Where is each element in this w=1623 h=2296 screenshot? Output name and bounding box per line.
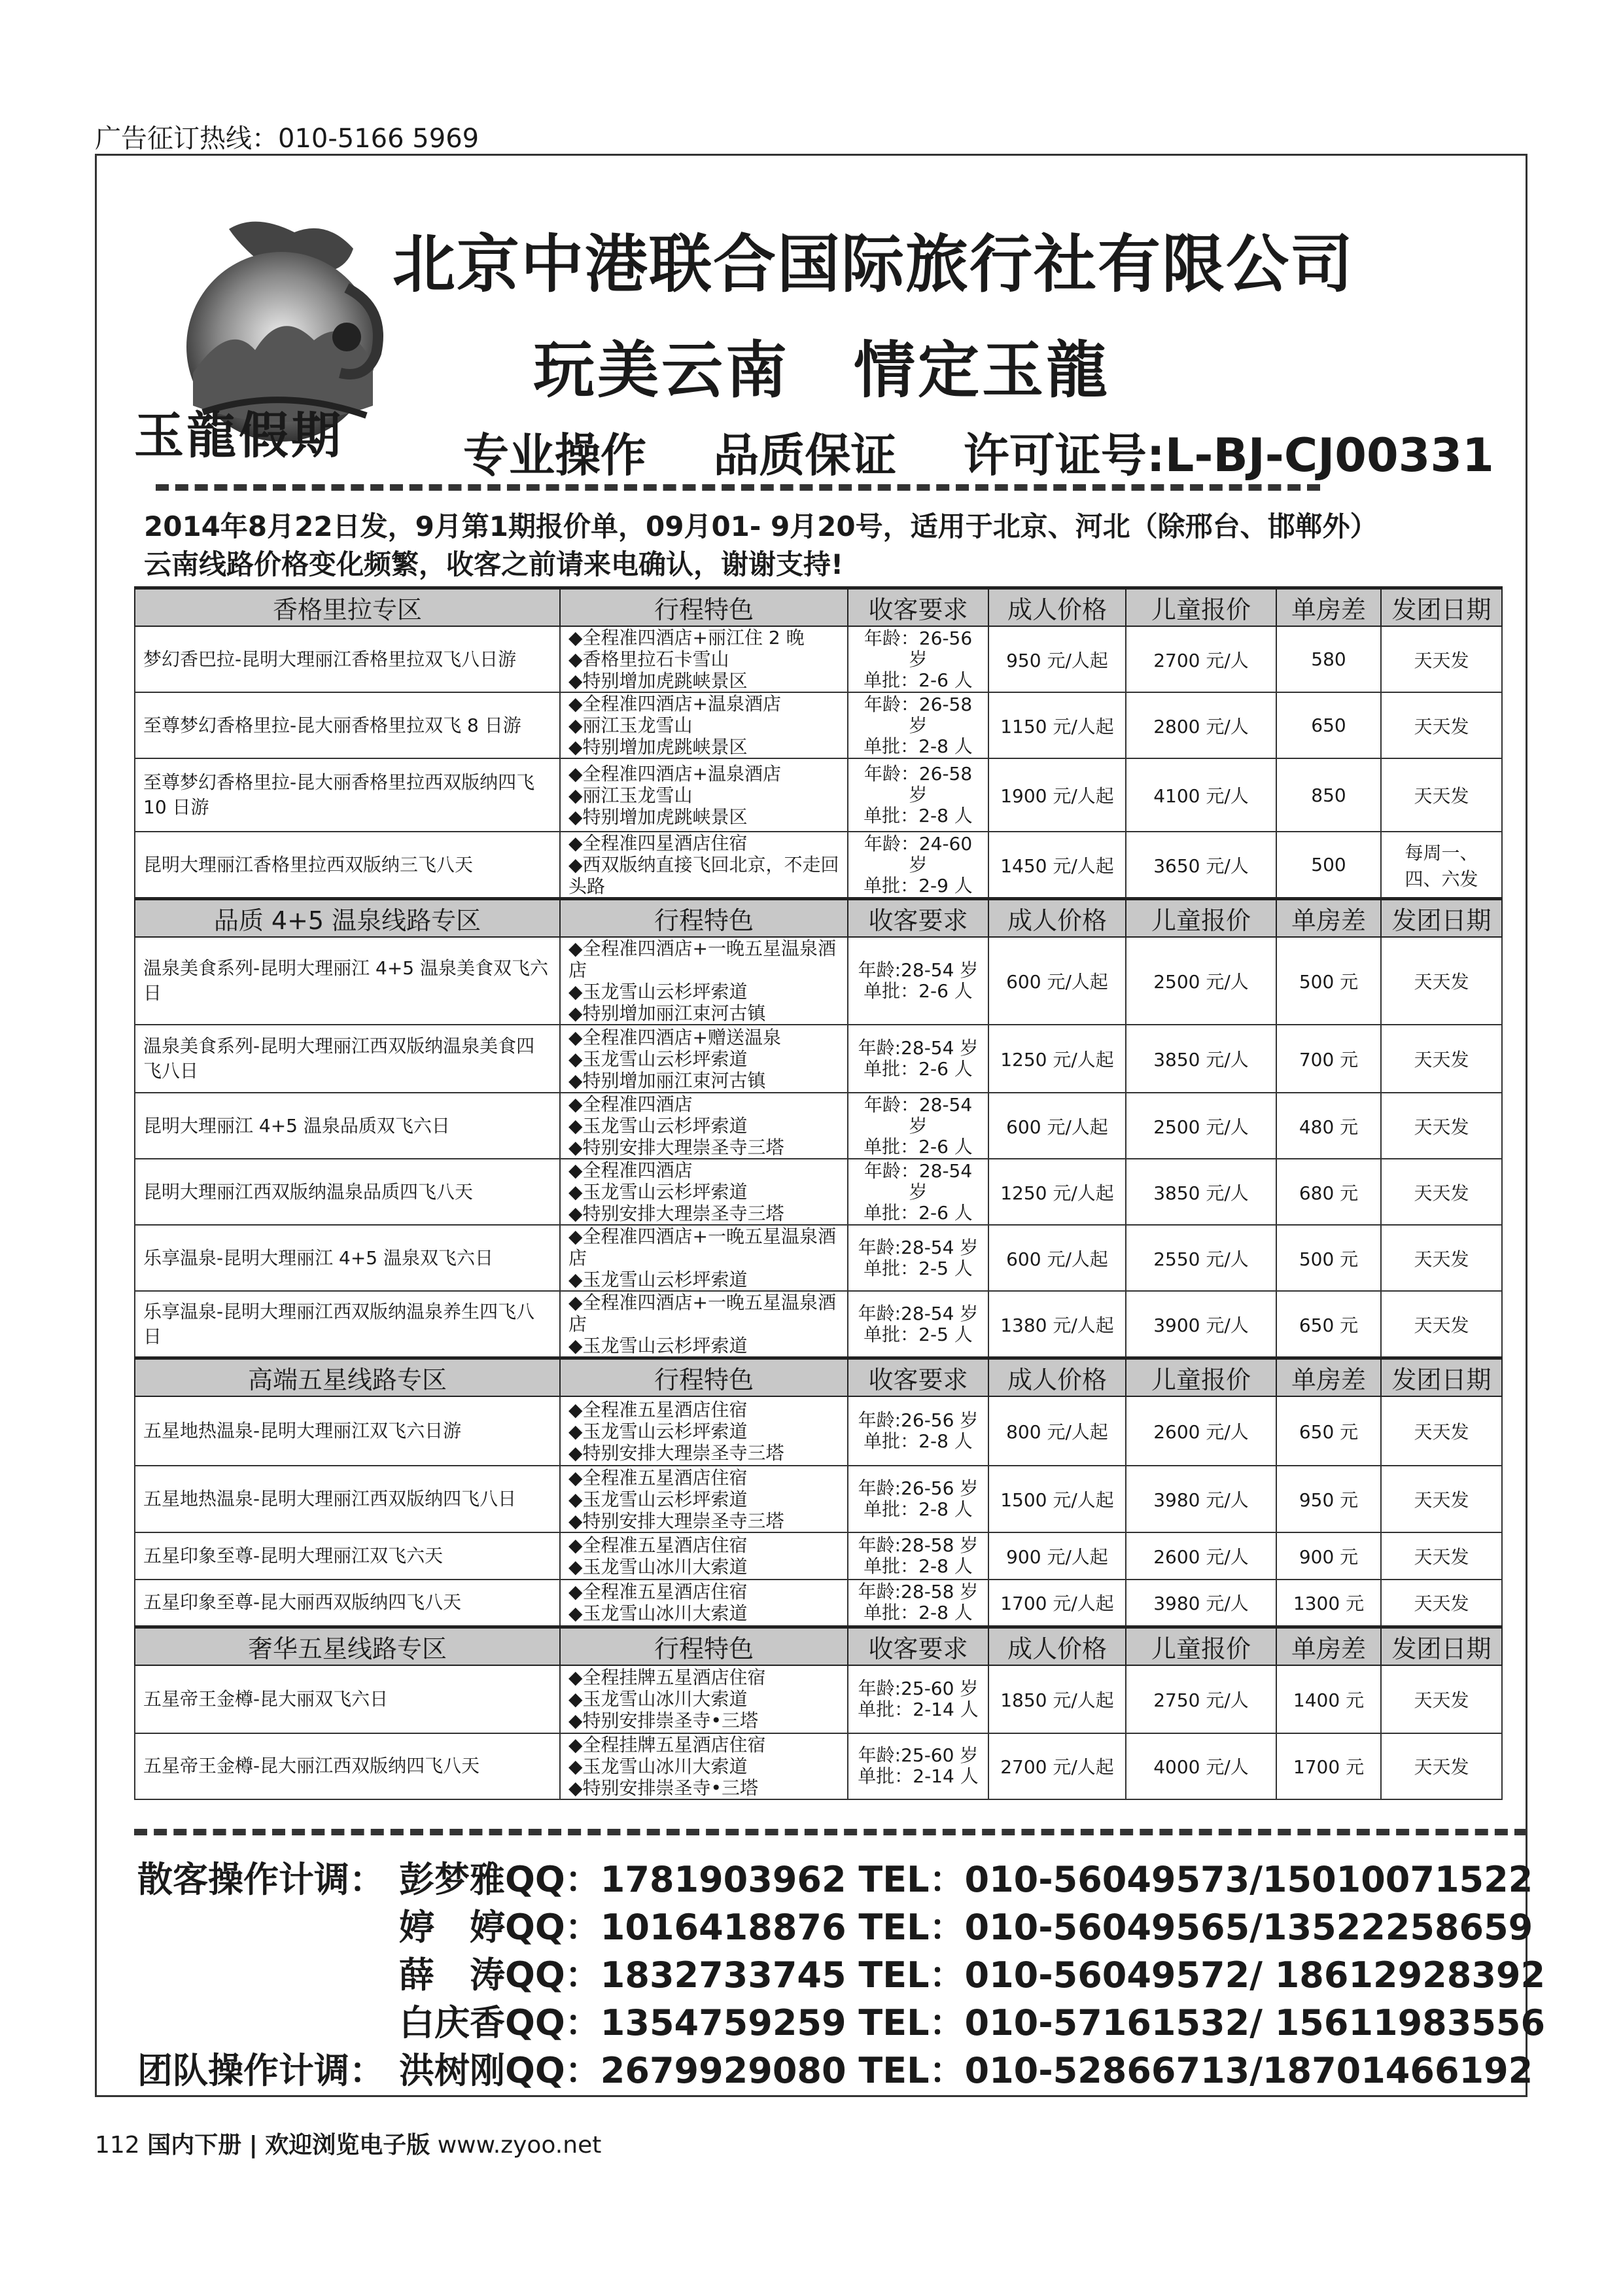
column-header-requirements: 收客要求: [848, 899, 988, 938]
column-header-child-price: 儿童报价: [1126, 1627, 1276, 1665]
feature-item: ◆玉龙雪山云杉坪索道: [568, 1488, 748, 1510]
footer-url[interactable]: www.zyoo.net: [437, 2132, 602, 2159]
contact-qq: QQ：2679929080: [505, 2050, 846, 2091]
age-range: 年龄：28-54 岁: [864, 1159, 973, 1203]
child-price: 2550 元/人: [1126, 1225, 1276, 1291]
group-size: 单批：2-6 人: [864, 1201, 973, 1224]
age-range: 年龄：26-56 岁: [864, 627, 973, 670]
age-range: 年龄:25-60 岁: [858, 1744, 979, 1766]
single-supplement: 850: [1276, 758, 1381, 832]
departure-date: 天天发: [1381, 1733, 1502, 1799]
feature-item: ◆特别安排崇圣寺•三塔: [568, 1776, 759, 1799]
single-supplement: 580: [1276, 626, 1381, 692]
feature-item: ◆丽江玉龙雪山: [568, 784, 693, 806]
single-supplement: 700 元: [1276, 1025, 1381, 1093]
contact-name: 薛 涛: [399, 1954, 505, 1996]
feature-item: ◆特别增加虎跳峡景区: [568, 736, 748, 758]
feature-item: ◆特别增加丽江束河古镇: [568, 1002, 766, 1024]
feature-item: ◆西双版纳直接飞回北京，不走回头路: [568, 854, 839, 897]
contact-name: 婷 婷: [399, 1907, 505, 1948]
feature-item: ◆特别安排崇圣寺•三塔: [568, 1710, 759, 1731]
route-name: 五星地热温泉-昆明大理丽江双飞六日游: [135, 1396, 560, 1466]
route-features: [560, 1159, 848, 1225]
single-supplement: 500 元: [1276, 1225, 1381, 1291]
child-price: 2600 元/人: [1126, 1532, 1276, 1580]
age-range: 年龄：26-58 岁: [864, 693, 973, 736]
notice-line-2: 云南线路价格变化频繁，收客之前请来电确认，谢谢支持!: [144, 548, 844, 580]
route-features: [560, 1025, 848, 1093]
column-header-single-supplement: 单房差: [1276, 1358, 1381, 1397]
child-price: 4000 元/人: [1126, 1733, 1276, 1799]
column-header-adult-price: 成人价格: [988, 588, 1126, 627]
column-header-departure: 发团日期: [1381, 899, 1502, 938]
adult-price: 1250 元/人起: [988, 1159, 1126, 1225]
footer-section: 国内下册: [147, 2132, 242, 2159]
age-range: 年龄:26-56 岁: [858, 1477, 979, 1499]
contact-name: 洪树刚: [399, 2050, 505, 2091]
contact-qq: QQ：1016418876: [505, 1907, 846, 1948]
table-row: [135, 1396, 1502, 1466]
requirements: [848, 1466, 988, 1532]
route-name: 昆明大理丽江西双版纳温泉品质四飞八天: [135, 1159, 560, 1225]
contact-name: 彭梦雅: [399, 1859, 505, 1900]
table-row: [135, 1665, 1502, 1733]
route-name: 乐享温泉-昆明大理丽江 4+5 温泉双飞六日: [135, 1225, 560, 1291]
table-row: [135, 1532, 1502, 1580]
column-header-features: 行程特色: [560, 899, 848, 938]
route-features: [560, 692, 848, 758]
table-row: [135, 1093, 1502, 1159]
single-supplement: 500: [1276, 832, 1381, 899]
single-supplement: 650: [1276, 692, 1381, 758]
feature-item: ◆玉龙雪山云杉坪索道: [568, 981, 748, 1002]
single-supplement: 950 元: [1276, 1466, 1381, 1532]
requirements: [848, 832, 988, 899]
contact-tel: TEL：010-56049565/13522258659: [858, 1907, 1533, 1948]
departure-date: 天天发: [1381, 758, 1502, 832]
single-supplement: 1700 元: [1276, 1733, 1381, 1799]
requirements: [848, 937, 988, 1025]
child-price: 3850 元/人: [1126, 1025, 1276, 1093]
contact-tel: TEL：010-56049573/15010071522: [858, 1859, 1533, 1900]
feature-item: ◆全程准四酒店: [568, 1159, 693, 1181]
route-features: [560, 626, 848, 692]
adult-price: 1500 元/人起: [988, 1466, 1126, 1532]
group-size: 单批：2-6 人: [864, 669, 973, 691]
notice-line-1: 2014年8月22日发，9月第1期报价单，09月01- 9月20号，适用于北京、河北（除邢台、邯郸外）: [144, 510, 1378, 542]
requirements: [848, 1532, 988, 1580]
feature-item: ◆全程准四酒店+温泉酒店: [568, 693, 781, 715]
feature-item: ◆丽江玉龙雪山: [568, 715, 693, 736]
feature-item: ◆玉龙雪山冰川大索道: [568, 1688, 748, 1710]
group-size: 单批：2-8 人: [864, 735, 973, 757]
single-supplement: 1400 元: [1276, 1665, 1381, 1733]
route-features: [560, 1580, 848, 1627]
table-row: [135, 937, 1502, 1025]
departure-date: 天天发: [1381, 1580, 1502, 1627]
feature-item: ◆全程准四酒店+丽江住 2 晚: [568, 627, 805, 648]
requirements: [848, 1291, 988, 1358]
single-supplement: 1300 元: [1276, 1580, 1381, 1627]
group-contact: [399, 2043, 1533, 2093]
feature-item: ◆全程准四星酒店住宿: [568, 832, 748, 854]
table-row: [135, 1291, 1502, 1358]
age-range: 年龄：24-60 岁: [864, 832, 973, 875]
group-ops-label: 团队操作计调：: [137, 2050, 385, 2091]
single-supplement: 680 元: [1276, 1159, 1381, 1225]
adult-price: 1150 元/人起: [988, 692, 1126, 758]
departure-date: 天天发: [1381, 1396, 1502, 1466]
feature-item: ◆特别安排大理崇圣寺三塔: [568, 1510, 784, 1532]
group-size: 单批：2-14 人: [858, 1698, 979, 1720]
adult-price: 950 元/人起: [988, 626, 1126, 692]
child-price: 3980 元/人: [1126, 1466, 1276, 1532]
feature-item: ◆特别增加丽江束河古镇: [568, 1069, 766, 1091]
contact-qq: QQ：1781903962: [505, 1859, 846, 1900]
group-size: 单批：2-8 人: [864, 1555, 973, 1577]
column-header-departure: 发团日期: [1381, 1358, 1502, 1397]
child-price: 2750 元/人: [1126, 1665, 1276, 1733]
feature-item: ◆全程准四酒店: [568, 1093, 693, 1115]
column-header-adult-price: 成人价格: [988, 899, 1126, 938]
feature-item: ◆玉龙雪山云杉坪索道: [568, 1269, 748, 1290]
column-header-requirements: 收客要求: [848, 1358, 988, 1397]
section-header: [135, 1627, 1502, 1665]
departure-date: 天天发: [1381, 1225, 1502, 1291]
feature-item: ◆全程准四酒店+一晚五星温泉酒店: [568, 938, 836, 981]
departure-date: 天天发: [1381, 1466, 1502, 1532]
requirements: [848, 1159, 988, 1225]
brand-text: 玉龍假期: [134, 406, 343, 465]
age-range: 年龄:28-54 岁: [858, 959, 979, 981]
group-size: 单批：2-9 人: [864, 874, 973, 896]
route-features: [560, 832, 848, 899]
column-header-requirements: 收客要求: [848, 588, 988, 627]
requirements: [848, 626, 988, 692]
route-features: [560, 1733, 848, 1799]
route-features: [560, 937, 848, 1025]
child-price: 3980 元/人: [1126, 1580, 1276, 1627]
ops-line: [463, 419, 1540, 485]
route-features: [560, 1665, 848, 1733]
age-range: 年龄:26-56 岁: [858, 1409, 979, 1431]
contact-name: 白庆香: [399, 2002, 505, 2043]
child-price: 2500 元/人: [1126, 1093, 1276, 1159]
adult-price: 2700 元/人起: [988, 1733, 1126, 1799]
adult-price: 1250 元/人起: [988, 1025, 1126, 1093]
route-name: 至尊梦幻香格里拉-昆大丽香格里拉双飞 8 日游: [135, 692, 560, 758]
feature-item: ◆全程准四酒店+赠送温泉: [568, 1026, 781, 1048]
price-table: [134, 586, 1503, 1800]
contact-row: [399, 1852, 1533, 1902]
contact-tel: TEL：010-52866713/18701466192: [858, 2050, 1533, 2091]
column-header-departure: 发团日期: [1381, 1627, 1502, 1665]
age-range: 年龄：28-54 岁: [864, 1093, 973, 1137]
table-row: [135, 1580, 1502, 1627]
feature-item: ◆玉龙雪山冰川大索道: [568, 1602, 748, 1625]
feature-item: ◆玉龙雪山云杉坪索道: [568, 1420, 748, 1442]
route-name: 五星印象至尊-昆明大理丽江双飞六天: [135, 1532, 560, 1580]
child-price: 2600 元/人: [1126, 1396, 1276, 1466]
requirements: [848, 1093, 988, 1159]
route-features: [560, 758, 848, 832]
section-header: [135, 588, 1502, 627]
route-name: 五星地热温泉-昆明大理丽江西双版纳四飞八日: [135, 1466, 560, 1532]
feature-item: ◆特别安排大理崇圣寺三塔: [568, 1441, 784, 1464]
column-header-features: 行程特色: [560, 1627, 848, 1665]
route-features: [560, 1466, 848, 1532]
group-size: 单批：2-6 人: [864, 1058, 973, 1080]
adult-price: 1700 元/人起: [988, 1580, 1126, 1627]
route-name: 至尊梦幻香格里拉-昆大丽香格里拉西双版纳四飞 10 日游: [135, 758, 560, 832]
child-price: 2700 元/人: [1126, 626, 1276, 692]
table-row: [135, 1733, 1502, 1799]
feature-item: ◆特别安排大理崇圣寺三塔: [568, 1203, 784, 1224]
table-row: [135, 1466, 1502, 1532]
single-supplement: 480 元: [1276, 1093, 1381, 1159]
age-range: 年龄:25-60 岁: [858, 1677, 979, 1699]
contact-tel: TEL：010-57161532/ 15611983556: [858, 2002, 1546, 2043]
section-title: 奢华五星线路专区: [135, 1627, 560, 1665]
departure-date: 每周一、四、六发: [1381, 832, 1502, 899]
column-header-child-price: 儿童报价: [1126, 588, 1276, 627]
departure-date: 天天发: [1381, 937, 1502, 1025]
section-title: 香格里拉专区: [135, 588, 560, 627]
departure-date: 天天发: [1381, 1665, 1502, 1733]
feature-item: ◆特别增加虎跳峡景区: [568, 670, 748, 692]
column-header-features: 行程特色: [560, 588, 848, 627]
footer-separator: |: [249, 2132, 258, 2159]
requirements: [848, 1025, 988, 1093]
adult-price: 600 元/人起: [988, 1225, 1126, 1291]
age-range: 年龄:28-54 岁: [858, 1302, 979, 1324]
child-price: 3900 元/人: [1126, 1291, 1276, 1358]
feature-item: ◆特别安排大理崇圣寺三塔: [568, 1137, 784, 1158]
section-title: 品质 4+5 温泉线路专区: [135, 899, 560, 938]
contact-qq: QQ：1354759259: [505, 2002, 846, 2043]
column-header-single-supplement: 单房差: [1276, 1627, 1381, 1665]
feature-item: ◆玉龙雪山冰川大索道: [568, 1556, 748, 1578]
fit-ops-label: 散客操作计调：: [137, 1859, 385, 1900]
group-size: 单批：2-5 人: [864, 1257, 973, 1279]
group-size: 单批：2-6 人: [864, 1135, 973, 1157]
feature-item: ◆香格里拉石卡雪山: [568, 648, 729, 670]
age-range: 年龄：26-58 岁: [864, 763, 973, 805]
page-footer: [95, 2127, 601, 2160]
single-supplement: 650 元: [1276, 1396, 1381, 1466]
route-name: 五星帝王金樽-昆大丽江西双版纳四飞八天: [135, 1733, 560, 1799]
route-name: 五星印象至尊-昆大丽西双版纳四飞八天: [135, 1580, 560, 1627]
table-row: [135, 1025, 1502, 1093]
table-row: [135, 1159, 1502, 1225]
child-price: 3650 元/人: [1126, 832, 1276, 899]
column-header-single-supplement: 单房差: [1276, 588, 1381, 627]
divider-top: [156, 484, 1320, 491]
column-header-child-price: 儿童报价: [1126, 1358, 1276, 1397]
adult-price: 800 元/人起: [988, 1396, 1126, 1466]
requirements: [848, 1396, 988, 1466]
single-supplement: 500 元: [1276, 937, 1381, 1025]
feature-item: ◆全程准五星酒店住宿: [568, 1534, 748, 1556]
single-supplement: 650 元: [1276, 1291, 1381, 1358]
route-features: [560, 1225, 848, 1291]
age-range: 年龄:28-58 岁: [858, 1581, 979, 1603]
section-header: [135, 899, 1502, 938]
table-row: [135, 832, 1502, 899]
feature-item: ◆全程准五星酒店住宿: [568, 1398, 748, 1421]
feature-item: ◆全程准四酒店+温泉酒店: [568, 762, 781, 785]
column-header-departure: 发团日期: [1381, 588, 1502, 627]
section-header: [135, 1358, 1502, 1397]
table-row: [135, 626, 1502, 692]
feature-item: ◆玉龙雪山云杉坪索道: [568, 1115, 748, 1137]
group-size: 单批：2-6 人: [864, 980, 973, 1002]
ops-item-quality: 品质保证: [713, 429, 897, 482]
requirements: [848, 1580, 988, 1627]
age-range: 年龄:28-58 岁: [858, 1534, 979, 1556]
feature-item: ◆全程准四酒店+一晚五星温泉酒店: [568, 1226, 836, 1269]
feature-item: ◆全程挂牌五星酒店住宿: [568, 1733, 766, 1756]
section-title: 高端五星线路专区: [135, 1358, 560, 1397]
route-name: 五星帝王金樽-昆大丽双飞六日: [135, 1665, 560, 1733]
requirements: [848, 1225, 988, 1291]
adult-price: 1450 元/人起: [988, 832, 1126, 899]
feature-item: ◆全程准五星酒店住宿: [568, 1466, 748, 1489]
route-features: [560, 1532, 848, 1580]
adult-price: 1380 元/人起: [988, 1291, 1126, 1358]
departure-date: 天天发: [1381, 1291, 1502, 1358]
adult-price: 600 元/人起: [988, 1093, 1126, 1159]
column-header-adult-price: 成人价格: [988, 1358, 1126, 1397]
slogan: 玩美云南 情定玉龍: [533, 335, 1111, 406]
column-header-requirements: 收客要求: [848, 1627, 988, 1665]
route-features: [560, 1396, 848, 1466]
table-row: [135, 758, 1502, 832]
column-header-adult-price: 成人价格: [988, 1627, 1126, 1665]
feature-item: ◆玉龙雪山云杉坪索道: [568, 1048, 748, 1070]
departure-date: 天天发: [1381, 1025, 1502, 1093]
license-number: 许可证号:L-BJ-CJ00331: [963, 429, 1494, 482]
feature-item: ◆玉龙雪山云杉坪索道: [568, 1335, 748, 1356]
departure-date: 天天发: [1381, 692, 1502, 758]
adult-price: 1850 元/人起: [988, 1665, 1126, 1733]
departure-date: 天天发: [1381, 1093, 1502, 1159]
footer-welcome: 欢迎浏览电子版: [265, 2132, 430, 2159]
adult-price: 600 元/人起: [988, 937, 1126, 1025]
group-size: 单批：2-5 人: [864, 1323, 973, 1345]
group-size: 单批：2-8 人: [864, 1430, 973, 1452]
feature-item: ◆全程挂牌五星酒店住宿: [568, 1667, 766, 1688]
age-range: 年龄:28-54 岁: [858, 1037, 979, 1059]
departure-date: 天天发: [1381, 1532, 1502, 1580]
feature-item: ◆玉龙雪山云杉坪索道: [568, 1181, 748, 1203]
table-row: [135, 1225, 1502, 1291]
page-number: 112: [95, 2132, 140, 2159]
requirements: [848, 758, 988, 832]
child-price: 2500 元/人: [1126, 937, 1276, 1025]
group-size: 单批：2-8 人: [864, 805, 973, 826]
feature-item: ◆全程准五星酒店住宿: [568, 1581, 748, 1603]
requirements: [848, 1665, 988, 1733]
divider-bottom: [134, 1829, 1527, 1835]
requirements: [848, 692, 988, 758]
adult-price: 900 元/人起: [988, 1532, 1126, 1580]
column-header-single-supplement: 单房差: [1276, 899, 1381, 938]
route-name: 昆明大理丽江 4+5 温泉品质双飞六日: [135, 1093, 560, 1159]
contact-tel: TEL：010-56049572/ 18612928392: [858, 1954, 1546, 1996]
route-features: [560, 1093, 848, 1159]
child-price: 2800 元/人: [1126, 692, 1276, 758]
feature-item: ◆玉龙雪山冰川大索道: [568, 1755, 748, 1777]
child-price: 3850 元/人: [1126, 1159, 1276, 1225]
route-name: 乐享温泉-昆明大理丽江西双版纳温泉养生四飞八日: [135, 1291, 560, 1358]
contact-qq: QQ：1832733745: [505, 1954, 846, 1996]
child-price: 4100 元/人: [1126, 758, 1276, 832]
single-supplement: 900 元: [1276, 1532, 1381, 1580]
group-size: 单批：2-8 人: [864, 1602, 973, 1624]
departure-date: 天天发: [1381, 626, 1502, 692]
contact-row: [399, 1899, 1533, 1950]
feature-item: ◆特别增加虎跳峡景区: [568, 805, 748, 828]
group-size: 单批：2-14 人: [858, 1765, 979, 1787]
age-range: 年龄:28-54 岁: [858, 1236, 979, 1258]
departure-date: 天天发: [1381, 1159, 1502, 1225]
table-row: [135, 692, 1502, 758]
column-header-features: 行程特色: [560, 1358, 848, 1397]
feature-item: ◆全程准四酒店+一晚五星温泉酒店: [568, 1292, 836, 1335]
contact-row: [399, 1947, 1545, 1998]
adult-price: 1900 元/人起: [988, 758, 1126, 832]
route-name: 昆明大理丽江香格里拉西双版纳三飞八天: [135, 832, 560, 899]
company-name: 北京中港联合国际旅行社有限公司: [393, 228, 1354, 301]
contact-row: [399, 1995, 1545, 2045]
requirements: [848, 1733, 988, 1799]
ops-item-pro: 专业操作: [463, 429, 646, 482]
route-features: [560, 1291, 848, 1358]
column-header-child-price: 儿童报价: [1126, 899, 1276, 938]
route-name: 温泉美食系列-昆明大理丽江西双版纳温泉美食四飞八日: [135, 1025, 560, 1093]
group-size: 单批：2-8 人: [864, 1498, 973, 1520]
ad-hotline: 广告征订热线：010-5166 5969: [95, 124, 480, 154]
route-name: 温泉美食系列-昆明大理丽江 4+5 温泉美食双飞六日: [135, 937, 560, 1025]
route-name: 梦幻香巴拉-昆明大理丽江香格里拉双飞八日游: [135, 626, 560, 692]
